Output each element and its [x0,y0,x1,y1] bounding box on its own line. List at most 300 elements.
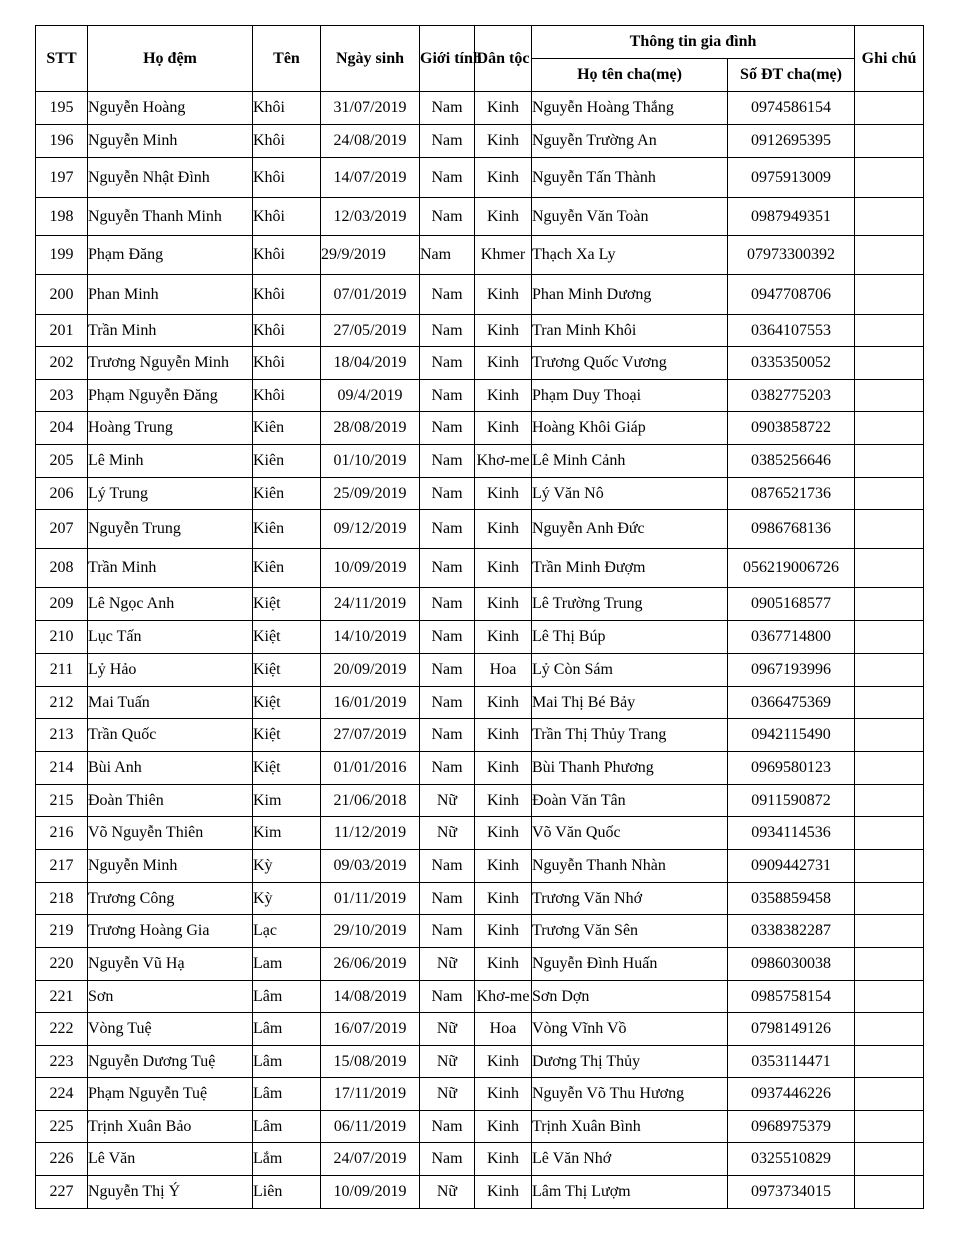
header-ho-dem: Họ đệm [88,26,253,92]
cell-so-dt: 056219006726 [728,549,855,588]
cell-ho-dem: Võ Nguyễn Thiên [88,817,253,850]
cell-ten: Khôi [253,315,321,347]
cell-so-dt: 0353114471 [728,1046,855,1078]
cell-stt: 202 [36,347,88,380]
cell-gioi-tinh: Nam [420,621,475,654]
cell-ten: Lâm [253,1078,321,1111]
cell-ho-ten-cha-me: Sơn Dợn [532,981,728,1013]
cell-ten: Kiên [253,412,321,445]
cell-stt: 205 [36,445,88,478]
cell-dan-toc: Kinh [475,1111,532,1143]
cell-gioi-tinh: Nam [420,412,475,445]
cell-ho-dem: Nguyễn Dương Tuệ [88,1046,253,1078]
cell-ghi-chu [855,478,924,510]
cell-ngay-sinh: 01/01/2016 [321,752,420,785]
cell-dan-toc: Kinh [475,1046,532,1078]
cell-ho-dem: Sơn [88,981,253,1013]
cell-ngay-sinh: 26/06/2019 [321,948,420,981]
cell-dan-toc: Kinh [475,1176,532,1209]
cell-so-dt: 0909442731 [728,850,855,883]
cell-ten: Khôi [253,380,321,412]
cell-ho-dem: Vòng Tuệ [88,1013,253,1046]
cell-stt: 220 [36,948,88,981]
cell-so-dt: 0338382287 [728,915,855,948]
cell-gioi-tinh: Nam [420,752,475,785]
cell-ten: Kiệt [253,654,321,687]
cell-ten: Kiên [253,445,321,478]
table-row [36,158,924,198]
table-row [36,687,924,719]
cell-stt: 195 [36,92,88,125]
cell-ho-dem: Nguyễn Thanh Minh [88,198,253,236]
cell-ten: Kiệt [253,588,321,621]
cell-so-dt: 0911590872 [728,785,855,817]
cell-ghi-chu [855,1078,924,1111]
header-gioi-tinh: Giới tính [420,26,475,92]
cell-dan-toc: Khmer [475,236,532,275]
table-row [36,654,924,687]
cell-so-dt: 0973734015 [728,1176,855,1209]
cell-stt: 196 [36,125,88,158]
cell-ho-ten-cha-me: Nguyễn Anh Đức [532,510,728,549]
cell-stt: 198 [36,198,88,236]
cell-ngay-sinh: 10/09/2019 [321,1176,420,1209]
cell-ngay-sinh: 06/11/2019 [321,1111,420,1143]
table-row [36,1143,924,1176]
cell-so-dt: 0947708706 [728,275,855,315]
cell-ghi-chu [855,1176,924,1209]
cell-ghi-chu [855,1046,924,1078]
table-row [36,981,924,1013]
cell-stt: 221 [36,981,88,1013]
cell-gioi-tinh: Nam [420,275,475,315]
cell-dan-toc: Kinh [475,621,532,654]
cell-ngay-sinh: 27/07/2019 [321,719,420,752]
cell-dan-toc: Khơ-me [475,981,532,1013]
cell-ngay-sinh: 01/10/2019 [321,445,420,478]
cell-ho-ten-cha-me: Mai Thị Bé Bảy [532,687,728,719]
cell-gioi-tinh: Nam [420,1143,475,1176]
cell-ghi-chu [855,621,924,654]
table-row [36,1013,924,1046]
cell-stt: 224 [36,1078,88,1111]
cell-ngay-sinh: 16/07/2019 [321,1013,420,1046]
cell-ngay-sinh: 29/10/2019 [321,915,420,948]
cell-ho-dem: Phạm Nguyễn Tuệ [88,1078,253,1111]
cell-ho-ten-cha-me: Nguyễn Văn Toàn [532,198,728,236]
cell-ho-ten-cha-me: Lỷ Còn Sám [532,654,728,687]
cell-so-dt: 0364107553 [728,315,855,347]
cell-so-dt: 0985758154 [728,981,855,1013]
cell-dan-toc: Kinh [475,588,532,621]
cell-ghi-chu [855,687,924,719]
cell-stt: 213 [36,719,88,752]
cell-stt: 203 [36,380,88,412]
table-row [36,92,924,125]
cell-ho-ten-cha-me: Dương Thị Thủy [532,1046,728,1078]
cell-ghi-chu [855,981,924,1013]
cell-ngay-sinh: 09/4/2019 [321,380,420,412]
cell-ho-ten-cha-me: Nguyễn Võ Thu Hương [532,1078,728,1111]
cell-ho-dem: Nguyễn Thị Ý [88,1176,253,1209]
cell-ten: Lắm [253,1143,321,1176]
cell-dan-toc: Kinh [475,510,532,549]
cell-ho-dem: Trịnh Xuân Bảo [88,1111,253,1143]
cell-dan-toc: Kinh [475,380,532,412]
cell-ngay-sinh: 15/08/2019 [321,1046,420,1078]
cell-ngay-sinh: 07/01/2019 [321,275,420,315]
cell-ho-dem: Nguyễn Vũ Hạ [88,948,253,981]
table-row [36,883,924,915]
cell-ngay-sinh: 16/01/2019 [321,687,420,719]
cell-stt: 210 [36,621,88,654]
cell-ten: Khôi [253,347,321,380]
cell-ghi-chu [855,1111,924,1143]
table-row [36,347,924,380]
cell-ghi-chu [855,549,924,588]
cell-ten: Lam [253,948,321,981]
cell-ngay-sinh: 01/11/2019 [321,883,420,915]
cell-gioi-tinh: Nam [420,510,475,549]
cell-dan-toc: Hoa [475,1013,532,1046]
cell-stt: 204 [36,412,88,445]
cell-ghi-chu [855,412,924,445]
cell-so-dt: 0366475369 [728,687,855,719]
cell-ho-dem: Đoàn Thiên [88,785,253,817]
cell-dan-toc: Kinh [475,315,532,347]
cell-ho-dem: Nguyễn Nhật Đình [88,158,253,198]
cell-gioi-tinh: Nam [420,445,475,478]
cell-ho-dem: Nguyễn Trung [88,510,253,549]
cell-ten: Kim [253,785,321,817]
cell-ho-ten-cha-me: Đoàn Văn Tân [532,785,728,817]
table-row [36,198,924,236]
header-dan-toc: Dân tộc [475,26,532,92]
cell-ho-ten-cha-me: Nguyễn Trường An [532,125,728,158]
cell-ten: Kiên [253,510,321,549]
cell-dan-toc: Kinh [475,412,532,445]
cell-ho-ten-cha-me: Trương Văn Nhớ [532,883,728,915]
cell-ten: Khôi [253,275,321,315]
cell-ho-ten-cha-me: Nguyễn Hoàng Thắng [532,92,728,125]
cell-stt: 227 [36,1176,88,1209]
cell-ghi-chu [855,719,924,752]
cell-ghi-chu [855,275,924,315]
cell-so-dt: 0876521736 [728,478,855,510]
cell-ho-dem: Lê Ngọc Anh [88,588,253,621]
cell-stt: 219 [36,915,88,948]
header-ten: Tên [253,26,321,92]
cell-so-dt: 0798149126 [728,1013,855,1046]
cell-ghi-chu [855,510,924,549]
cell-gioi-tinh: Nam [420,1111,475,1143]
cell-ho-dem: Phạm Đăng [88,236,253,275]
cell-ngay-sinh: 20/09/2019 [321,654,420,687]
cell-dan-toc: Kinh [475,92,532,125]
cell-so-dt: 0937446226 [728,1078,855,1111]
cell-ngay-sinh: 14/07/2019 [321,158,420,198]
cell-ten: Liên [253,1176,321,1209]
cell-ho-ten-cha-me: Thạch Xa Ly [532,236,728,275]
cell-ten: Khôi [253,198,321,236]
table-row [36,948,924,981]
cell-ghi-chu [855,158,924,198]
cell-so-dt: 0942115490 [728,719,855,752]
cell-ho-dem: Lý Trung [88,478,253,510]
cell-ho-dem: Phạm Nguyễn Đăng [88,380,253,412]
cell-ho-ten-cha-me: Trịnh Xuân Bình [532,1111,728,1143]
cell-stt: 211 [36,654,88,687]
cell-ghi-chu [855,198,924,236]
table-row [36,510,924,549]
cell-ngay-sinh: 12/03/2019 [321,198,420,236]
cell-stt: 197 [36,158,88,198]
cell-dan-toc: Hoa [475,654,532,687]
cell-ten: Kiệt [253,752,321,785]
cell-ngay-sinh: 10/09/2019 [321,549,420,588]
cell-gioi-tinh: Nữ [420,785,475,817]
cell-stt: 209 [36,588,88,621]
cell-ngay-sinh: 25/09/2019 [321,478,420,510]
cell-ho-ten-cha-me: Phạm Duy Thoại [532,380,728,412]
table-row [36,588,924,621]
cell-ten: Lạc [253,915,321,948]
header-ngay-sinh: Ngày sinh [321,26,420,92]
cell-so-dt: 0325510829 [728,1143,855,1176]
table-row [36,785,924,817]
cell-dan-toc: Kinh [475,347,532,380]
table-row [36,1046,924,1078]
cell-dan-toc: Kinh [475,125,532,158]
cell-ho-dem: Trần Minh [88,549,253,588]
cell-dan-toc: Kinh [475,948,532,981]
cell-ngay-sinh: 11/12/2019 [321,817,420,850]
cell-ghi-chu [855,948,924,981]
cell-so-dt: 0934114536 [728,817,855,850]
cell-gioi-tinh: Nữ [420,948,475,981]
table-row [36,752,924,785]
cell-gioi-tinh: Nam [420,654,475,687]
cell-so-dt: 0967193996 [728,654,855,687]
table-row [36,1176,924,1209]
cell-ten: Kiên [253,549,321,588]
cell-so-dt: 0382775203 [728,380,855,412]
cell-dan-toc: Kinh [475,719,532,752]
cell-so-dt: 0987949351 [728,198,855,236]
cell-stt: 218 [36,883,88,915]
table-row [36,1078,924,1111]
cell-ho-ten-cha-me: Nguyễn Tấn Thành [532,158,728,198]
header-so-dt-cha-me: Số ĐT cha(mẹ) [728,59,855,92]
cell-ho-ten-cha-me: Phan Minh Dương [532,275,728,315]
header-thong-tin-gia-dinh: Thông tin gia đình [532,26,855,59]
cell-gioi-tinh: Nữ [420,817,475,850]
cell-ghi-chu [855,654,924,687]
cell-gioi-tinh: Nữ [420,1176,475,1209]
cell-ho-dem: Trần Quốc [88,719,253,752]
cell-ten: Lâm [253,981,321,1013]
cell-ghi-chu [855,445,924,478]
cell-ten: Kỳ [253,883,321,915]
cell-so-dt: 0912695395 [728,125,855,158]
table-header [36,26,924,92]
cell-ho-dem: Hoàng Trung [88,412,253,445]
cell-ho-ten-cha-me: Lê Văn Nhớ [532,1143,728,1176]
cell-ho-ten-cha-me: Trần Thị Thủy Trang [532,719,728,752]
cell-ten: Khôi [253,92,321,125]
cell-dan-toc: Khơ-me [475,445,532,478]
table-row [36,380,924,412]
cell-stt: 212 [36,687,88,719]
cell-ten: Khôi [253,236,321,275]
cell-ho-ten-cha-me: Tran Minh Khôi [532,315,728,347]
cell-ho-dem: Trương Nguyễn Minh [88,347,253,380]
cell-stt: 217 [36,850,88,883]
cell-ho-ten-cha-me: Võ Văn Quốc [532,817,728,850]
cell-ghi-chu [855,817,924,850]
cell-gioi-tinh: Nam [420,549,475,588]
cell-ngay-sinh: 29/9/2019 [321,236,420,275]
cell-so-dt: 0974586154 [728,92,855,125]
table-row [36,445,924,478]
cell-gioi-tinh: Nam [420,92,475,125]
cell-gioi-tinh: Nam [420,915,475,948]
cell-dan-toc: Kinh [475,198,532,236]
cell-so-dt: 0385256646 [728,445,855,478]
cell-ngay-sinh: 24/11/2019 [321,588,420,621]
cell-dan-toc: Kinh [475,752,532,785]
table-row [36,719,924,752]
cell-dan-toc: Kinh [475,883,532,915]
cell-dan-toc: Kinh [475,478,532,510]
cell-gioi-tinh: Nữ [420,1078,475,1111]
cell-ho-ten-cha-me: Hoàng Khôi Giáp [532,412,728,445]
cell-ngay-sinh: 17/11/2019 [321,1078,420,1111]
cell-ho-ten-cha-me: Trương Quốc Vương [532,347,728,380]
cell-dan-toc: Kinh [475,158,532,198]
cell-ngay-sinh: 28/08/2019 [321,412,420,445]
cell-so-dt: 0975913009 [728,158,855,198]
cell-stt: 208 [36,549,88,588]
table-row [36,315,924,347]
cell-ho-dem: Lục Tấn [88,621,253,654]
cell-stt: 214 [36,752,88,785]
table-row [36,817,924,850]
cell-gioi-tinh: Nam [420,380,475,412]
cell-dan-toc: Kinh [475,850,532,883]
cell-ghi-chu [855,850,924,883]
cell-ho-dem: Mai Tuấn [88,687,253,719]
cell-gioi-tinh: Nam [420,883,475,915]
cell-so-dt: 0905168577 [728,588,855,621]
table-row [36,850,924,883]
cell-so-dt: 0335350052 [728,347,855,380]
table-row [36,275,924,315]
header-ghi-chu: Ghi chú [855,26,924,92]
cell-ten: Lâm [253,1013,321,1046]
table-row [36,236,924,275]
cell-stt: 216 [36,817,88,850]
cell-ghi-chu [855,1013,924,1046]
cell-dan-toc: Kinh [475,915,532,948]
cell-ghi-chu [855,883,924,915]
cell-ghi-chu [855,1143,924,1176]
cell-ngay-sinh: 18/04/2019 [321,347,420,380]
cell-gioi-tinh: Nam [420,198,475,236]
cell-so-dt: 0986030038 [728,948,855,981]
cell-stt: 222 [36,1013,88,1046]
cell-ten: Khôi [253,158,321,198]
cell-ten: Kiệt [253,621,321,654]
cell-stt: 206 [36,478,88,510]
cell-gioi-tinh: Nam [420,347,475,380]
cell-ghi-chu [855,785,924,817]
cell-ho-dem: Phan Minh [88,275,253,315]
cell-ten: Kỳ [253,850,321,883]
cell-dan-toc: Kinh [475,687,532,719]
cell-ten: Lâm [253,1046,321,1078]
cell-so-dt: 0986768136 [728,510,855,549]
cell-ghi-chu [855,315,924,347]
table-row [36,412,924,445]
cell-gioi-tinh: Nam [420,125,475,158]
table-row [36,1111,924,1143]
cell-ngay-sinh: 24/08/2019 [321,125,420,158]
cell-gioi-tinh: Nam [420,236,475,275]
cell-dan-toc: Kinh [475,549,532,588]
header-ho-ten-cha-me: Họ tên cha(mẹ) [532,59,728,92]
cell-ghi-chu [855,92,924,125]
cell-ngay-sinh: 14/10/2019 [321,621,420,654]
cell-gioi-tinh: Nam [420,315,475,347]
cell-ho-ten-cha-me: Lê Trường Trung [532,588,728,621]
cell-ho-ten-cha-me: Vòng Vĩnh Vồ [532,1013,728,1046]
cell-ho-ten-cha-me: Nguyễn Thanh Nhàn [532,850,728,883]
cell-stt: 226 [36,1143,88,1176]
cell-ngay-sinh: 09/12/2019 [321,510,420,549]
table-row [36,125,924,158]
cell-so-dt: 07973300392 [728,236,855,275]
cell-ho-dem: Lê Văn [88,1143,253,1176]
table-row [36,478,924,510]
cell-so-dt: 0968975379 [728,1111,855,1143]
cell-ghi-chu [855,588,924,621]
cell-ngay-sinh: 27/05/2019 [321,315,420,347]
cell-gioi-tinh: Nam [420,588,475,621]
table-body [36,92,924,1209]
cell-ho-ten-cha-me: Lâm Thị Lượm [532,1176,728,1209]
cell-gioi-tinh: Nam [420,719,475,752]
cell-ten: Kiệt [253,687,321,719]
cell-ghi-chu [855,915,924,948]
cell-ho-ten-cha-me: Bùi Thanh Phương [532,752,728,785]
cell-gioi-tinh: Nam [420,850,475,883]
cell-stt: 225 [36,1111,88,1143]
cell-ghi-chu [855,347,924,380]
cell-ho-dem: Trương Hoàng Gia [88,915,253,948]
table-row [36,915,924,948]
cell-ho-dem: Lê Minh [88,445,253,478]
cell-stt: 201 [36,315,88,347]
cell-ghi-chu [855,125,924,158]
cell-ten: Kiên [253,478,321,510]
cell-dan-toc: Kinh [475,817,532,850]
cell-ho-dem: Bùi Anh [88,752,253,785]
cell-dan-toc: Kinh [475,785,532,817]
cell-ho-ten-cha-me: Lý Văn Nô [532,478,728,510]
table-row [36,549,924,588]
cell-ngay-sinh: 24/07/2019 [321,1143,420,1176]
